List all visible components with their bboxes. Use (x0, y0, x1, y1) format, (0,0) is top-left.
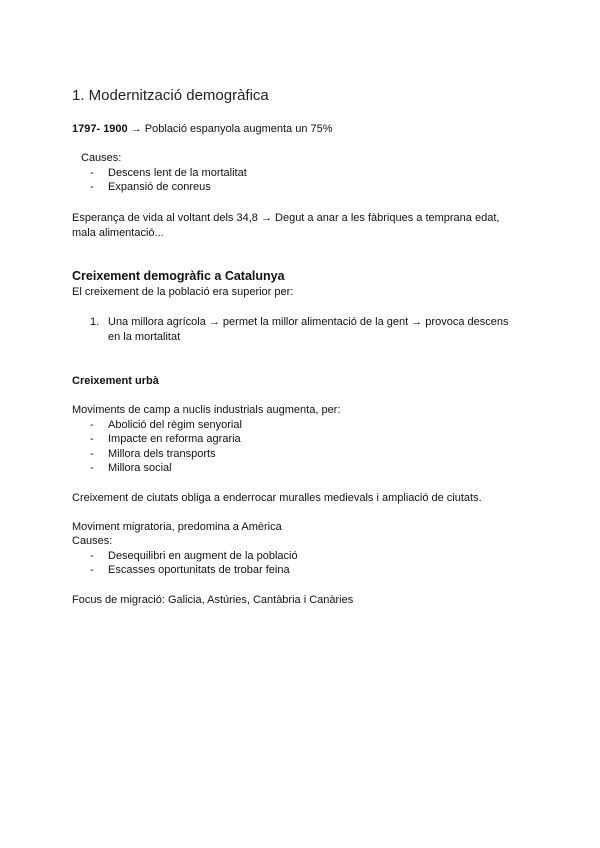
bullet-dash: - (90, 419, 94, 431)
migration-focus: Focus de migració: Galicia, Astúries, Cantàbria i Canàries (72, 594, 354, 606)
numbered-item-line1: Una millora agrícola → permet la millor alimentació de la gent → provoca descens (108, 316, 509, 328)
bullet-dash: - (90, 167, 94, 179)
numbered-item-line2: en la mortalitat (108, 331, 181, 343)
life-expectancy-line2: mala alimentació... (72, 227, 164, 239)
list-item: Expansió de conreus (108, 181, 211, 193)
list-item: Descens lent de la mortalitat (108, 167, 247, 179)
intro-years: 1797- 1900 (72, 123, 128, 135)
migration-causes-label: Causes: (72, 535, 113, 547)
arrow-glyph: → (130, 123, 142, 135)
bullet-dash: - (90, 181, 94, 193)
bullet-dash: - (90, 448, 94, 460)
causes-label: Causes: (81, 152, 122, 164)
intro-text: Població espanyola augmenta un 75% (144, 123, 333, 135)
intro-line (72, 122, 333, 136)
page-title: 1. Modernització demogràfica (72, 87, 269, 104)
urba-text: Moviments de camp a nuclis industrials augmenta, per: (72, 404, 341, 416)
bullet-dash: - (90, 550, 94, 562)
list-item: Millora social (108, 462, 172, 474)
list-number: 1. (90, 316, 100, 328)
section-heading-catalunya: Creixement demogràfic a Catalunya (72, 269, 285, 283)
list-item: Abolició del règim senyorial (108, 419, 242, 431)
bullet-dash: - (90, 462, 94, 474)
migration-line: Moviment migratoria, predomina a Amèrica (72, 521, 282, 533)
life-expectancy-line1: Esperança de vida al voltant dels 34,8 → Degut a anar a les fàbriques a temprana edat, (72, 212, 500, 224)
list-item: Millora dels transports (108, 448, 216, 460)
bullet-dash: - (90, 564, 94, 576)
catalunya-text: El creixement de la població era superior per: (72, 286, 294, 298)
cities-text: Creixement de ciutats obliga a enderrocar muralles medievals i ampliació de ciutats. (72, 492, 482, 504)
section-heading-urba: Creixement urbà (72, 375, 159, 387)
list-item: Desequilibri en augment de la població (108, 550, 298, 562)
bullet-dash: - (90, 433, 94, 445)
list-item: Impacte en reforma agraria (108, 433, 241, 445)
list-item: Escasses oportunitats de trobar feina (108, 564, 290, 576)
